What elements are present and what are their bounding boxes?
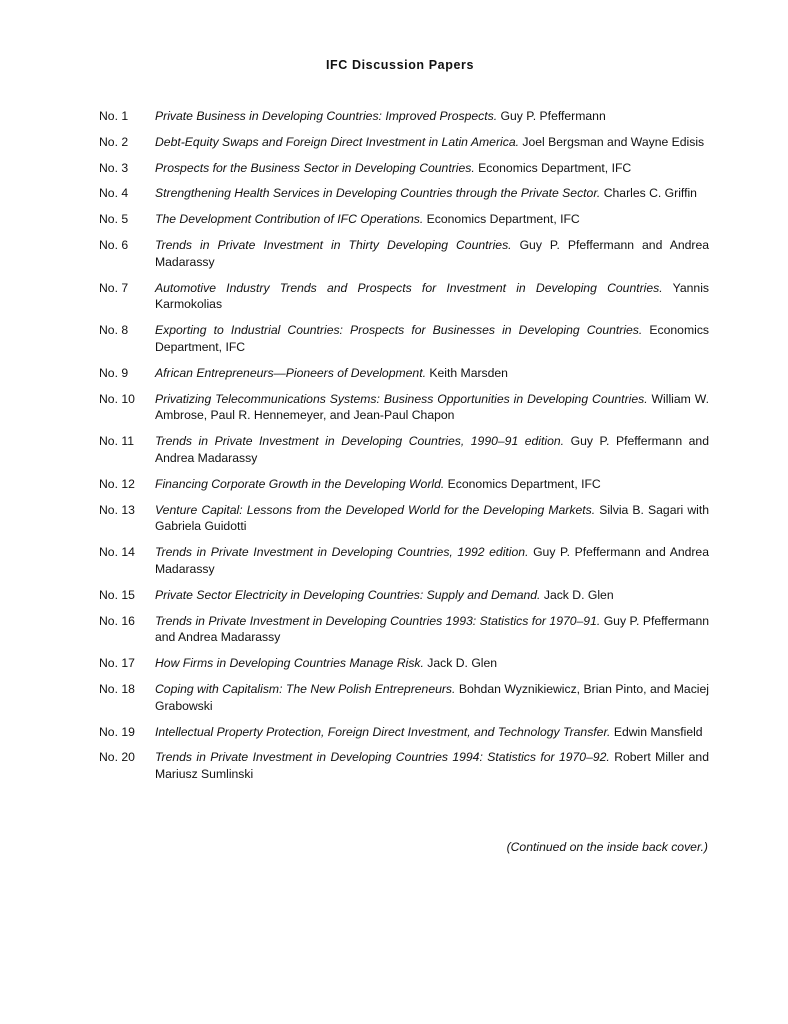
paper-authors: Economics Department, IFC bbox=[426, 212, 580, 227]
paper-title: Financing Corporate Growth in the Developing World. bbox=[155, 476, 445, 491]
paper-authors: Joel Bergsman and Wayne Edisis bbox=[522, 134, 705, 149]
paper-entry bbox=[99, 544, 709, 578]
paper-citation bbox=[155, 613, 709, 647]
paper-citation bbox=[155, 391, 709, 425]
paper-entry bbox=[99, 433, 709, 467]
paper-authors: Edwin Mansfield bbox=[613, 724, 703, 739]
paper-title: Trends in Private Investment in Developing Countries 1994: Statistics for 1970–92. bbox=[155, 750, 610, 765]
paper-number: No. 2 bbox=[99, 134, 129, 149]
paper-title: Automotive Industry Trends and Prospects for Investment in Developing Countries. bbox=[155, 280, 663, 295]
paper-title: Trends in Private Investment in Developing Countries, 1992 edition. bbox=[155, 545, 529, 560]
paper-number: No. 10 bbox=[99, 391, 135, 406]
paper-citation bbox=[155, 160, 709, 177]
paper-citation bbox=[155, 655, 709, 672]
paper-title: Trends in Private Investment in Developing Countries 1993: Statistics for 1970–91. bbox=[155, 613, 601, 628]
paper-authors: Guy P. Pfeffermann and Andrea Madarassy bbox=[155, 237, 709, 269]
paper-entry bbox=[99, 391, 709, 425]
paper-authors: Bohdan Wyznikiewicz, Brian Pinto, and Maciej Grabowski bbox=[155, 681, 709, 713]
paper-citation bbox=[155, 237, 709, 271]
paper-authors: Economics Department, IFC bbox=[155, 323, 710, 354]
paper-number: No. 5 bbox=[99, 212, 129, 227]
paper-entry bbox=[99, 211, 709, 228]
paper-number: No. 4 bbox=[99, 186, 129, 201]
paper-authors: Guy P. Pfeffermann and Andrea Madarassy bbox=[155, 545, 709, 576]
paper-citation bbox=[155, 544, 709, 578]
paper-title: Coping with Capitalism: The New Polish Entrepreneurs. bbox=[155, 681, 456, 696]
paper-title: Intellectual Property Protection, Foreign Direct Investment, and Technology Transfer. bbox=[155, 724, 611, 739]
paper-number: No. 19 bbox=[99, 724, 135, 739]
paper-authors: Jack D. Glen bbox=[543, 587, 614, 602]
paper-title: Privatizing Telecommunications Systems: Business Opportunities in Developing Countries. bbox=[155, 391, 648, 406]
paper-citation bbox=[155, 108, 709, 125]
paper-number: No. 13 bbox=[99, 502, 135, 517]
paper-citation bbox=[155, 476, 709, 493]
paper-citation bbox=[155, 185, 709, 202]
paper-entry bbox=[99, 160, 709, 177]
paper-number: No. 17 bbox=[99, 656, 135, 671]
paper-entry bbox=[99, 185, 709, 202]
paper-entry bbox=[99, 655, 709, 672]
paper-citation bbox=[155, 211, 709, 228]
paper-title: Private Business in Developing Countries: Improved Prospects. bbox=[155, 109, 498, 123]
paper-number: No. 12 bbox=[99, 476, 135, 491]
paper-title: Trends in Private Investment in Developing Countries, 1990–91 edition. bbox=[155, 434, 565, 449]
paper-title: Venture Capital: Lessons from the Developed World for the Developing Markets. bbox=[155, 502, 596, 517]
paper-title: Trends in Private Investment in Thirty Developing Countries. bbox=[155, 237, 512, 252]
paper-citation bbox=[155, 587, 709, 604]
paper-entry bbox=[99, 108, 709, 125]
paper-title: African Entrepreneurs—Pioneers of Development. bbox=[155, 365, 426, 380]
paper-authors: Economics Department, IFC bbox=[478, 160, 632, 175]
paper-number: No. 9 bbox=[99, 365, 129, 380]
paper-entry bbox=[99, 476, 709, 493]
paper-citation bbox=[155, 724, 709, 741]
paper-number: No. 20 bbox=[99, 750, 135, 765]
continued-note: (Continued on the inside back cover.) bbox=[506, 840, 708, 854]
paper-list bbox=[99, 108, 709, 792]
paper-title: Prospects for the Business Sector in Developing Countries. bbox=[155, 160, 475, 175]
page-title: IFC Discussion Papers bbox=[325, 58, 475, 72]
paper-entry bbox=[99, 134, 709, 151]
paper-authors: Keith Marsden bbox=[429, 365, 508, 380]
paper-authors: Economics Department, IFC bbox=[447, 476, 601, 491]
paper-entry bbox=[99, 322, 709, 356]
paper-citation bbox=[155, 322, 709, 356]
paper-citation bbox=[155, 502, 709, 536]
paper-number: No. 3 bbox=[99, 160, 129, 175]
paper-number: No. 15 bbox=[99, 587, 135, 602]
paper-title: Strengthening Health Services in Developing Countries through the Private Sector. bbox=[155, 186, 601, 201]
paper-number: No. 18 bbox=[99, 681, 135, 696]
paper-title: The Development Contribution of IFC Operations. bbox=[155, 212, 424, 227]
paper-number: No. 7 bbox=[99, 280, 129, 295]
paper-citation bbox=[155, 134, 709, 151]
paper-entry bbox=[99, 237, 709, 271]
paper-authors: Guy P. Pfeffermann bbox=[500, 109, 606, 123]
paper-entry bbox=[99, 681, 709, 715]
paper-entry bbox=[99, 280, 709, 314]
paper-number: No. 1 bbox=[99, 109, 129, 123]
paper-citation bbox=[155, 280, 709, 314]
paper-entry bbox=[99, 365, 709, 382]
paper-citation bbox=[155, 433, 709, 467]
paper-citation bbox=[155, 749, 709, 783]
paper-authors: Yannis Karmokolias bbox=[155, 280, 709, 312]
paper-title: Debt-Equity Swaps and Foreign Direct Investment in Latin America. bbox=[155, 134, 519, 149]
paper-authors: Guy P. Pfeffermann and Andrea Madarassy bbox=[155, 613, 710, 645]
paper-authors: Jack D. Glen bbox=[427, 656, 498, 671]
paper-number: No. 16 bbox=[99, 613, 135, 628]
paper-authors: Guy P. Pfeffermann and Andrea Madarassy bbox=[155, 434, 709, 465]
paper-title: How Firms in Developing Countries Manage Risk. bbox=[155, 656, 424, 671]
paper-authors: Robert Miller and Mariusz Sumlinski bbox=[155, 750, 709, 782]
paper-entry bbox=[99, 749, 709, 783]
paper-entry bbox=[99, 587, 709, 604]
paper-number: No. 14 bbox=[99, 545, 135, 560]
paper-number: No. 6 bbox=[99, 237, 129, 252]
paper-entry bbox=[99, 502, 709, 536]
paper-entry bbox=[99, 724, 709, 741]
paper-authors: William W. Ambrose, Paul R. Hennemeyer, and Jean-Paul Chapon bbox=[155, 391, 709, 423]
paper-title: Private Sector Electricity in Developing Countries: Supply and Demand. bbox=[155, 587, 541, 602]
paper-entry bbox=[99, 613, 709, 647]
paper-citation bbox=[155, 681, 709, 715]
paper-title: Exporting to Industrial Countries: Prospects for Businesses in Developing Countries. bbox=[155, 323, 643, 338]
paper-citation bbox=[155, 365, 709, 382]
paper-number: No. 11 bbox=[99, 434, 135, 449]
paper-number: No. 8 bbox=[99, 323, 129, 338]
paper-authors: Silvia B. Sagari with Gabriela Guidotti bbox=[155, 502, 710, 534]
paper-authors: Charles C. Griffin bbox=[603, 186, 697, 201]
